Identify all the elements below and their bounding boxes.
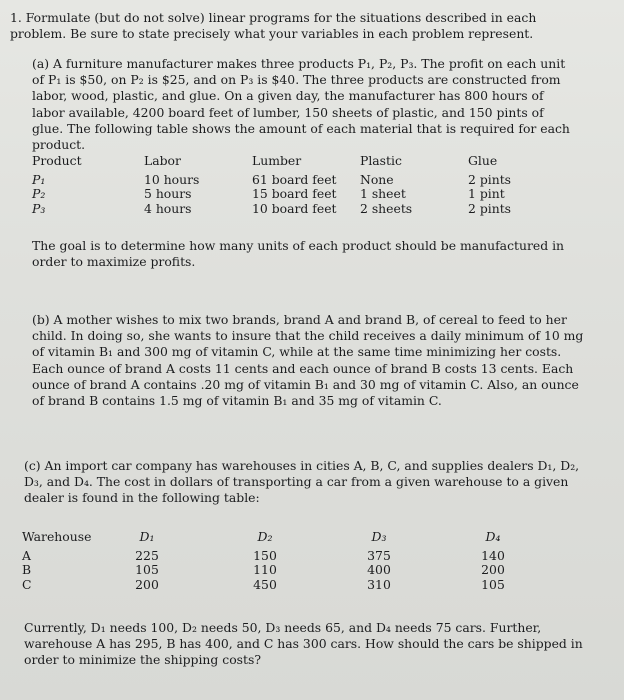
shipping-cell: 200	[481, 562, 505, 578]
shipping-cost-table	[22, 530, 592, 606]
materials-cell: P₂	[32, 186, 46, 202]
materials-cell: 1 pint	[468, 186, 505, 202]
shipping-cell: 105	[481, 576, 505, 592]
shipping-col-d2	[250, 530, 280, 592]
part-b-text: (b) A mother wishes to mix two brands, brand A and brand B, of cereal to feed to her child. In doing so, she wants to insure that the child receives a daily minimum of 10 mg of vitamin B₁ and 300 mg of vitamin C, while at the same time minimizing her costs. Each ounce of brand A costs 11 cents and each ounce of brand B costs 13 cents. Each ounce of brand A contains .20 mg of vitamin B₁ and 30 mg of vitamin C. Also, an ounce of brand B contains 1.5 mg of vitamin B₁ and 35 mg of vitamin C.	[32, 312, 584, 409]
materials-table	[32, 154, 552, 224]
materials-cell: None	[360, 171, 394, 187]
materials-cell: 5 hours	[144, 186, 192, 202]
shipping-cell: C	[22, 576, 32, 592]
part-a-description	[32, 56, 572, 153]
part-c-question-text: Currently, D₁ needs 100, D₂ needs 50, D₃ needs 65, and D₄ needs 75 cars. Further, warehouse A has 295, B has 400, and C has 300 cars. How should the cars be shipped in order to minimize the shipping costs?	[24, 620, 583, 668]
part-c-text: (c) An import car company has warehouses in cities A, B, C, and supplies dealers D₁, D₂, D₃, and D₄. The cost in dollars of transporting a car from a given warehouse to a given dealer is found in the following table:	[24, 458, 580, 506]
part-b-description	[32, 312, 590, 409]
materials-cell: 2 sheets	[360, 200, 413, 216]
shipping-col-warehouse	[22, 530, 91, 592]
shipping-header-d2: D₂	[257, 529, 273, 544]
materials-col-labor	[144, 154, 199, 216]
shipping-cell: 310	[367, 576, 391, 592]
shipping-cell: B	[22, 562, 32, 578]
materials-cell: P₃	[32, 200, 46, 216]
materials-cell: 61 board feet	[252, 171, 337, 187]
part-c-question	[24, 620, 604, 669]
shipping-col-d4	[478, 530, 508, 592]
shipping-cell: 140	[481, 547, 505, 563]
shipping-header-d3: D₃	[371, 529, 387, 544]
materials-cell: 15 board feet	[252, 186, 337, 202]
materials-col-plastic	[360, 154, 412, 216]
part-c-description	[24, 458, 588, 507]
materials-cell: 10 hours	[144, 171, 200, 187]
question-1-intro	[10, 10, 570, 42]
shipping-cell: 400	[367, 562, 391, 578]
materials-cell: 10 board feet	[252, 200, 337, 216]
shipping-header-d4: D₄	[485, 529, 501, 544]
materials-cell: 4 hours	[144, 200, 192, 216]
materials-cell: 1 sheet	[360, 186, 406, 202]
part-a-text: (a) A furniture manufacturer makes three products P₁, P₂, P₃. The profit on each unit of P₁ is $50, on P₂ is $25, and on P₃ is $40. The three products are constructed from labor, wood, plastic, and glue. On a given day, the manufacturer has 800 hours of labor available, 4200 board feet of lumber, 150 sheets of plastic, and 150 pints of glue. The following table shows the amount of each material that is required for each product.	[32, 56, 570, 153]
materials-header-lumber: Lumber	[252, 153, 302, 168]
materials-col-glue	[468, 154, 511, 216]
materials-cell: P₁	[32, 171, 46, 187]
shipping-cell: 375	[367, 547, 391, 563]
materials-header-glue: Glue	[468, 153, 498, 168]
shipping-header-d1: D₁	[139, 529, 155, 544]
shipping-header-warehouse: Warehouse	[22, 529, 92, 544]
materials-col-lumber	[252, 154, 337, 216]
part-a-goal	[32, 238, 582, 270]
shipping-cell: 110	[253, 562, 277, 578]
materials-header-labor: Labor	[144, 153, 181, 168]
shipping-cell: 150	[253, 547, 277, 563]
materials-header-product: Product	[32, 153, 82, 168]
materials-col-product	[32, 154, 82, 216]
question-1-text: 1. Formulate (but do not solve) linear programs for the situations described in each problem. Be sure to state precisely what your variables in each problem represent.	[10, 10, 537, 42]
shipping-col-d3	[364, 530, 394, 592]
materials-cell: 2 pints	[468, 200, 512, 216]
part-a-goal-text: The goal is to determine how many units of each product should be manufactured in order to maximize profits.	[32, 238, 565, 270]
shipping-cell: 200	[135, 576, 159, 592]
materials-header-plastic: Plastic	[360, 153, 402, 168]
shipping-cell: 450	[253, 576, 277, 592]
shipping-cell: 225	[135, 547, 159, 563]
shipping-cell: 105	[135, 562, 159, 578]
materials-cell: 2 pints	[468, 171, 512, 187]
shipping-cell: A	[22, 547, 31, 563]
shipping-col-d1	[132, 530, 162, 592]
